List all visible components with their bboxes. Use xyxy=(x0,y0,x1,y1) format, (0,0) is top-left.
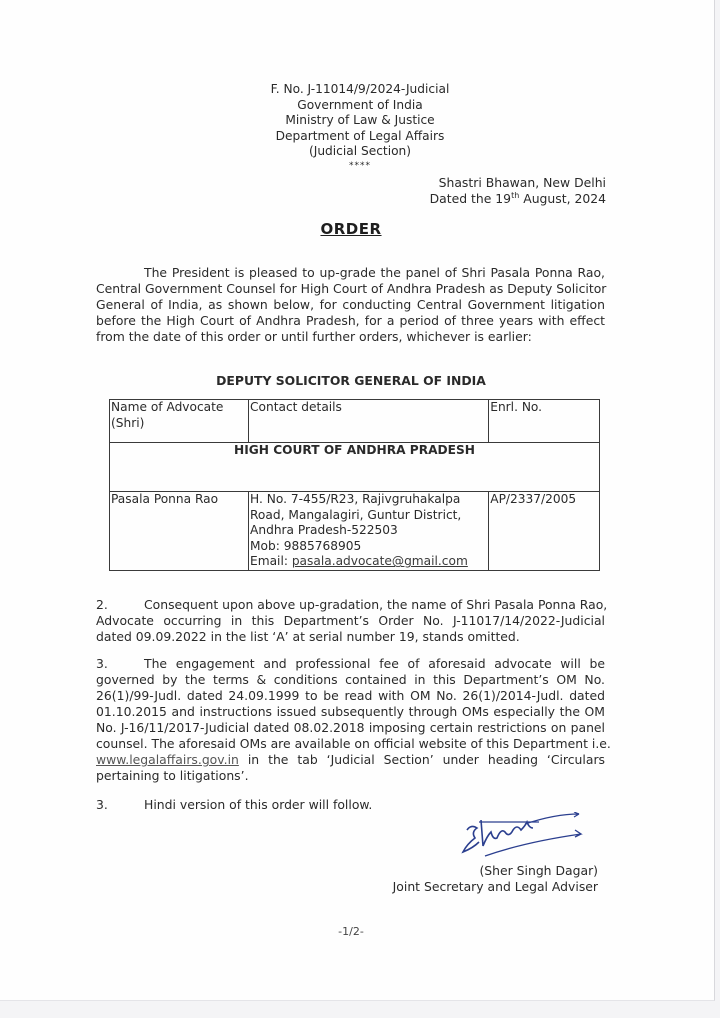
paragraph-4 xyxy=(96,797,605,813)
signatory-block xyxy=(393,863,598,895)
para2-line: dated 09.09.2022 in the list ‘A’ at serial number 19, stands omitted. xyxy=(96,629,520,644)
advocate-email-link[interactable]: pasala.advocate@gmail.com xyxy=(291,554,468,569)
intro-line: The President is pleased to up-grade the panel of Shri Pasala Ponna Rao, xyxy=(144,265,605,280)
para3-line: 01.10.2015 and instructions issued subsequently through OMs especially the OM xyxy=(96,704,605,719)
advocate-panel-table xyxy=(109,399,600,571)
file-number: F. No. J-11014/9/2024-Judicial xyxy=(270,82,450,96)
para2-line: Advocate occurring in this Department’s Order No. J-11017/14/2022-Judicial xyxy=(96,613,605,628)
advocate-enrl-no: AP/2337/2005 xyxy=(489,492,600,571)
para3-line: No. J-16/11/2017-Judicial dated 08.02.2018 imposing certain restrictions on panel xyxy=(96,720,605,735)
header-contact: Contact details xyxy=(249,400,489,443)
date-superscript: th xyxy=(511,191,520,200)
government-name: Government of India xyxy=(297,97,423,112)
para3-line: counsel. The aforesaid OMs are available on official website of this Department i.e. xyxy=(96,736,611,751)
header-separator: **** xyxy=(349,160,371,171)
para3-line: governed by the terms & conditions contained in this Department’s OM No. xyxy=(96,672,605,687)
para3-line: 3. The engagement and professional fee of aforesaid advocate will be xyxy=(96,656,605,671)
website-link[interactable]: www.legalaffairs.gov.in xyxy=(96,752,239,767)
issue-place: Shastri Bhawan, New Delhi xyxy=(438,175,606,190)
section-name: (Judicial Section) xyxy=(308,144,412,159)
paragraph-2 xyxy=(96,597,608,645)
signatory-name: (Sher Singh Dagar) xyxy=(479,863,598,878)
signature-icon xyxy=(455,812,590,862)
advocate-name: Pasala Ponna Rao xyxy=(110,492,249,571)
page-number: -1/2- xyxy=(338,925,364,938)
order-title: ORDER xyxy=(320,220,382,238)
date-suffix: August, 2024 xyxy=(519,191,606,206)
advocate-contact: H. No. 7-455/R23, Rajivgruhakalpa Road, Mangalagiri, Guntur District, Andhra Pradesh-522503 Mob: 9885768905 Email: pasala.advocate@gmail.com xyxy=(249,492,489,571)
para3-line: www.legalaffairs.gov.in in the tab ‘Judicial Section’ under heading ‘Circulars xyxy=(96,752,605,767)
para3-line: 26(1)/99-Judl. dated 24.09.1999 to be read with OM No. 26(1)/2014-Judl. dated xyxy=(96,688,605,703)
department-name: Department of Legal Affairs xyxy=(275,128,445,143)
intro-line: General of India, as shown below, for conducting Central Government litigation xyxy=(96,297,605,312)
date-prefix: Dated the 19 xyxy=(429,191,512,206)
header-enrl: Enrl. No. xyxy=(489,400,600,443)
para2-number: 2. xyxy=(96,597,108,612)
court-row xyxy=(110,443,600,492)
para3-number: 3. xyxy=(96,656,108,671)
para4-line: 3. Hindi version of this order will follow. xyxy=(96,797,373,812)
paragraph-3 xyxy=(96,656,611,784)
place-date-block xyxy=(430,175,606,207)
court-name: HIGH COURT OF ANDHRA PRADESH xyxy=(110,443,600,492)
table-title: DEPUTY SOLICITOR GENERAL OF INDIA xyxy=(216,373,486,388)
para2-line: 2. Consequent upon above up-gradation, the name of Shri Pasala Ponna Rao, xyxy=(96,597,608,612)
advocate-mobile: Mob: 9885768905 xyxy=(250,538,362,553)
ministry-name: Ministry of Law & Justice xyxy=(285,113,435,128)
para4-number: 3. xyxy=(96,797,108,812)
signatory-designation: Joint Secretary and Legal Adviser xyxy=(392,879,598,894)
intro-line: Central Government Counsel for High Court of Andhra Pradesh as Deputy Solicitor xyxy=(96,281,607,296)
header-name: Name of Advocate (Shri) xyxy=(110,400,249,443)
intro-line: before the High Court of Andhra Pradesh, for a period of three years with effect xyxy=(96,313,605,328)
intro-line: from the date of this order or until further orders, whichever is earlier: xyxy=(96,329,532,344)
issue-date xyxy=(430,191,606,207)
table-header-row xyxy=(110,400,600,443)
document-header xyxy=(200,82,520,172)
para3-line: pertaining to litigations’. xyxy=(96,768,249,783)
intro-paragraph xyxy=(96,265,605,345)
table-row xyxy=(110,492,600,571)
